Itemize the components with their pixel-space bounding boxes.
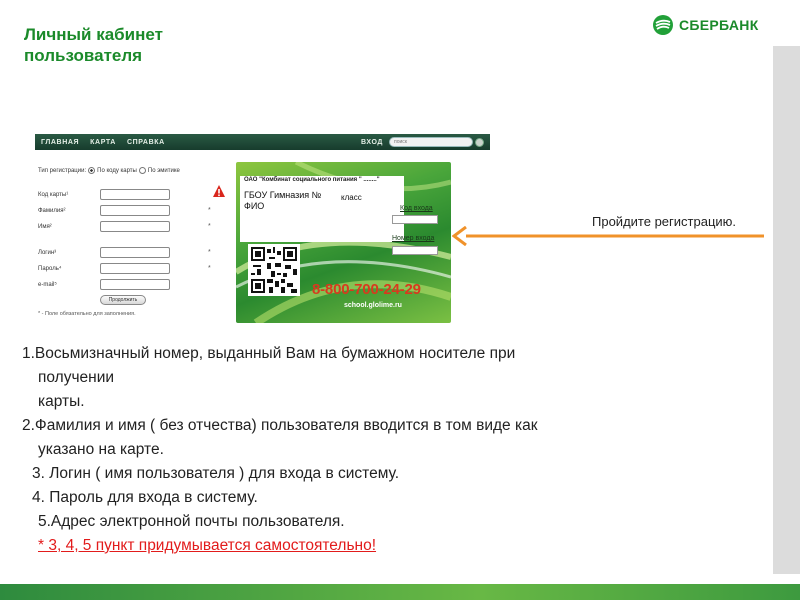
note-5: 5.Адрес электронной почты пользователя. bbox=[38, 513, 345, 530]
reg-type-label: Тип регистрации: bbox=[38, 167, 87, 174]
card-phone: 8-800-700-24-29 bbox=[312, 281, 421, 298]
card-fio: ФИО bbox=[244, 201, 265, 211]
email-input[interactable] bbox=[100, 279, 170, 290]
warning-note: * 3, 4, 5 пункт придумывается самостоятельно! bbox=[38, 537, 377, 554]
radio-by-emitter[interactable] bbox=[139, 167, 146, 174]
required-note: * - Поле обязательно для заполнения. bbox=[38, 311, 136, 317]
card-class: класс bbox=[341, 193, 362, 202]
search-input[interactable]: поиск bbox=[389, 137, 473, 147]
nav-login[interactable]: ВХОД bbox=[360, 138, 383, 146]
field-label: Код карты¹ bbox=[38, 191, 69, 198]
reg-type-row bbox=[38, 167, 180, 174]
card-code-input[interactable] bbox=[100, 189, 170, 200]
form-row-surname bbox=[38, 205, 228, 216]
brand-name: СБЕРБАНК bbox=[679, 17, 759, 33]
callout-text: Пройдите регистрацию. bbox=[592, 214, 737, 229]
field-label: Фамилия² bbox=[38, 207, 66, 214]
card-code-box bbox=[392, 215, 438, 224]
side-panel bbox=[773, 46, 800, 574]
note-1-line3: карты. bbox=[38, 393, 85, 410]
card-site: school.glolime.ru bbox=[344, 302, 402, 309]
note-1-line2: получении bbox=[38, 369, 115, 386]
warning-icon bbox=[212, 184, 226, 198]
note-1-line1: 1.Восьмизначный номер, выданный Вам на бумажном носителе при bbox=[22, 345, 516, 362]
password-input[interactable] bbox=[100, 263, 170, 274]
required-mark: * bbox=[208, 207, 211, 214]
note-3: 3. Логин ( имя пользователя ) для входа в систему. bbox=[32, 465, 400, 482]
page-title-line2: пользователя bbox=[24, 46, 143, 65]
page-title-line1: Личный кабинет bbox=[24, 25, 163, 44]
field-label: Имя² bbox=[38, 223, 52, 230]
field-label: Логин³ bbox=[38, 249, 57, 256]
field-label: e-mail⁵ bbox=[38, 281, 57, 288]
school-card bbox=[236, 162, 451, 323]
form-row-email bbox=[38, 279, 228, 290]
nav-item-help[interactable]: СПРАВКА bbox=[126, 138, 165, 146]
required-mark: * bbox=[208, 249, 211, 256]
continue-button[interactable]: Продолжить bbox=[100, 295, 146, 305]
form-row-card-code bbox=[38, 189, 228, 200]
footer-bar bbox=[0, 584, 800, 600]
surname-input[interactable] bbox=[100, 205, 170, 216]
notes-list bbox=[22, 342, 722, 558]
login-input[interactable] bbox=[100, 247, 170, 258]
required-mark: * bbox=[208, 223, 211, 230]
field-label: Пароль⁴ bbox=[38, 265, 62, 272]
radio-by-code[interactable] bbox=[88, 167, 95, 174]
registration-form bbox=[35, 163, 225, 323]
nav-item-home[interactable]: ГЛАВНАЯ bbox=[41, 138, 80, 146]
card-pass-box bbox=[392, 246, 438, 255]
card-school: ГБОУ Гимназия № bbox=[244, 190, 322, 200]
note-2-line1: 2.Фамилия и имя ( без отчества) пользователя вводится в том виде как bbox=[22, 417, 538, 434]
qr-code-icon bbox=[248, 244, 300, 296]
required-mark: * bbox=[208, 265, 211, 272]
page-title bbox=[24, 24, 254, 66]
form-row-name bbox=[38, 221, 228, 232]
site-nav-bar bbox=[35, 134, 490, 150]
card-code-label: Код входа bbox=[400, 205, 433, 212]
note-2-line2: указано на карте. bbox=[38, 441, 164, 458]
form-row-password bbox=[38, 263, 228, 274]
note-4: 4. Пароль для входа в систему. bbox=[32, 489, 258, 506]
name-input[interactable] bbox=[100, 221, 170, 232]
card-pass-label: Номер входа bbox=[392, 235, 435, 242]
sberbank-logo-icon bbox=[652, 14, 674, 36]
form-row-login bbox=[38, 247, 228, 258]
search-button-icon[interactable] bbox=[475, 138, 484, 147]
radio-by-code-label: По коду карты bbox=[97, 167, 137, 174]
card-info-panel bbox=[240, 176, 404, 242]
card-org: ОАО "Комбинат социального питания " ........" bbox=[244, 177, 380, 183]
nav-item-map[interactable]: КАРТА bbox=[90, 138, 116, 146]
sberbank-brand bbox=[652, 14, 759, 36]
radio-by-emitter-label: По эмитике bbox=[147, 167, 180, 174]
